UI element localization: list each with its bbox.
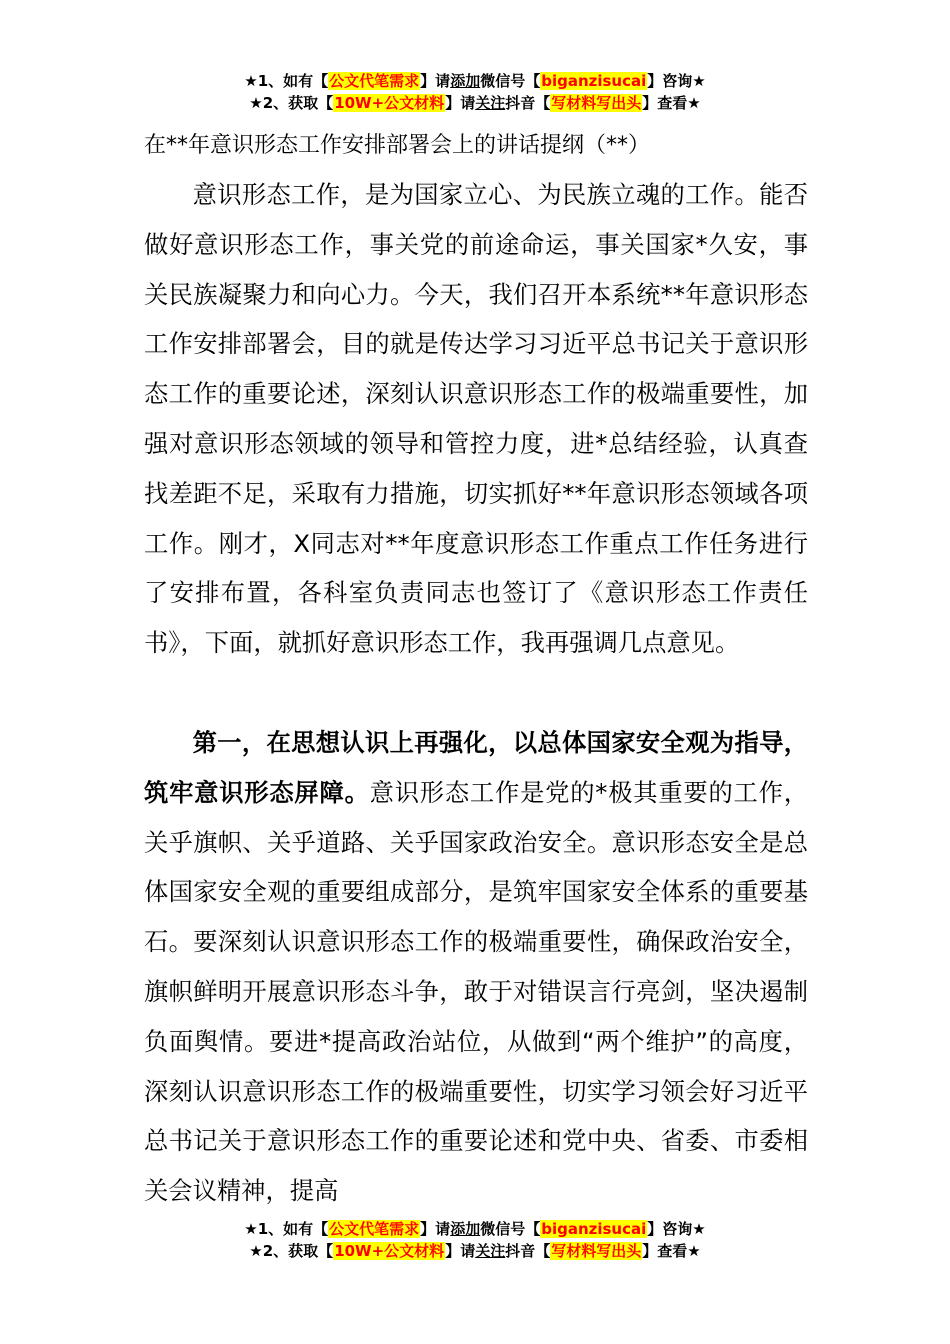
banner-text: 抖音【 — [505, 1242, 551, 1260]
highlight-douyin-account: 写材料写出头 — [551, 94, 642, 112]
banner-text: 】查看★ — [642, 1242, 701, 1260]
body-paragraph-1: 意识形态工作，是为国家立心、为民族立魂的工作。能否做好意识形态工作，事关党的前途命运，事关国家*久安，事关民族凝聚力和向心力。今天，我们召开本系统**年意识形态工作安排部署会，目的就是传达学习习近平总书记关于意识形态工作的重要论述，深刻认识意识形态工作的极端重要性，加强对意识形态领域的领导和管控力度，进*总结经验，认真查找差距不足，采取有力措施，切实抓好**年意识形态领域各项工作。刚才，X同志对**年度意识形态工作重点工作任务进行了安排布置，各科室负责同志也签订了《意识形态工作责任书》，下面，就抓好意识形态工作，我再强调几点意见。 — [144, 180, 808, 658]
highlight-wechat-id: biganzisucai — [541, 72, 647, 90]
banner-text: 】查看★ — [642, 94, 701, 112]
body-paragraph-2 — [144, 718, 808, 1216]
paragraph-body-text: 意识形态工作是党的*极其重要的工作，关乎旗帜、关乎道路、关乎国家政治安全。意识形态安全是总体国家安全观的重要组成部分，是筑牢国家安全体系的重要基石。要深刻认识意识形态工作的极端重要性，确保政治安全，旗帜鲜明开展意识形态斗争，敢于对错误言行亮剑，坚决遏制负面舆情。要进*提高政治站位，从做到“两个维护”的高度，深刻认识意识形态工作的极端重要性，切实学习领会好习近平总书记关于意识形态工作的重要论述和党中央、省委、市委相关会议精神，提高 — [144, 777, 808, 1206]
highlight-service: 公文代笔需求 — [329, 72, 420, 90]
paragraph-lead-sentence: 第一，在思想认识上再强化，以总体国家安全观为指导，筑牢意识形态屏障。 — [144, 728, 808, 807]
banner-text: 微信号【 — [480, 72, 541, 90]
highlight-wechat-id: biganzisucai — [541, 1220, 647, 1238]
banner-text: ★2、获取【 — [249, 94, 334, 112]
banner-line-1 — [0, 1218, 950, 1240]
banner-line-1 — [0, 70, 950, 92]
banner-text: 】请 — [445, 1242, 476, 1260]
banner-text: ★1、如有【 — [244, 1220, 329, 1238]
highlight-materials: 10W+公文材料 — [334, 94, 445, 112]
banner-text: 抖音【 — [505, 94, 551, 112]
banner-text: ★1、如有【 — [244, 72, 329, 90]
banner-underlined-text: 关注 — [475, 1242, 506, 1260]
document-title: 在**年意识形态工作安排部署会上的讲话提纲（**） — [144, 133, 651, 158]
banner-text: 微信号【 — [480, 1220, 541, 1238]
banner-text: 】请 — [420, 1220, 451, 1238]
banner-text: 】咨询★ — [647, 1220, 706, 1238]
banner-underlined-text: 添加 — [450, 1220, 481, 1238]
header-banner — [0, 70, 950, 114]
banner-line-2 — [0, 92, 950, 114]
footer-banner — [0, 1218, 950, 1262]
highlight-materials: 10W+公文材料 — [334, 1242, 445, 1260]
banner-underlined-text: 关注 — [475, 94, 506, 112]
highlight-douyin-account: 写材料写出头 — [551, 1242, 642, 1260]
banner-text: 】咨询★ — [647, 72, 706, 90]
highlight-service: 公文代笔需求 — [329, 1220, 420, 1238]
banner-text: 】请 — [420, 72, 451, 90]
banner-text: ★2、获取【 — [249, 1242, 334, 1260]
banner-underlined-text: 添加 — [450, 72, 481, 90]
banner-text: 】请 — [445, 94, 476, 112]
banner-line-2 — [0, 1240, 950, 1262]
